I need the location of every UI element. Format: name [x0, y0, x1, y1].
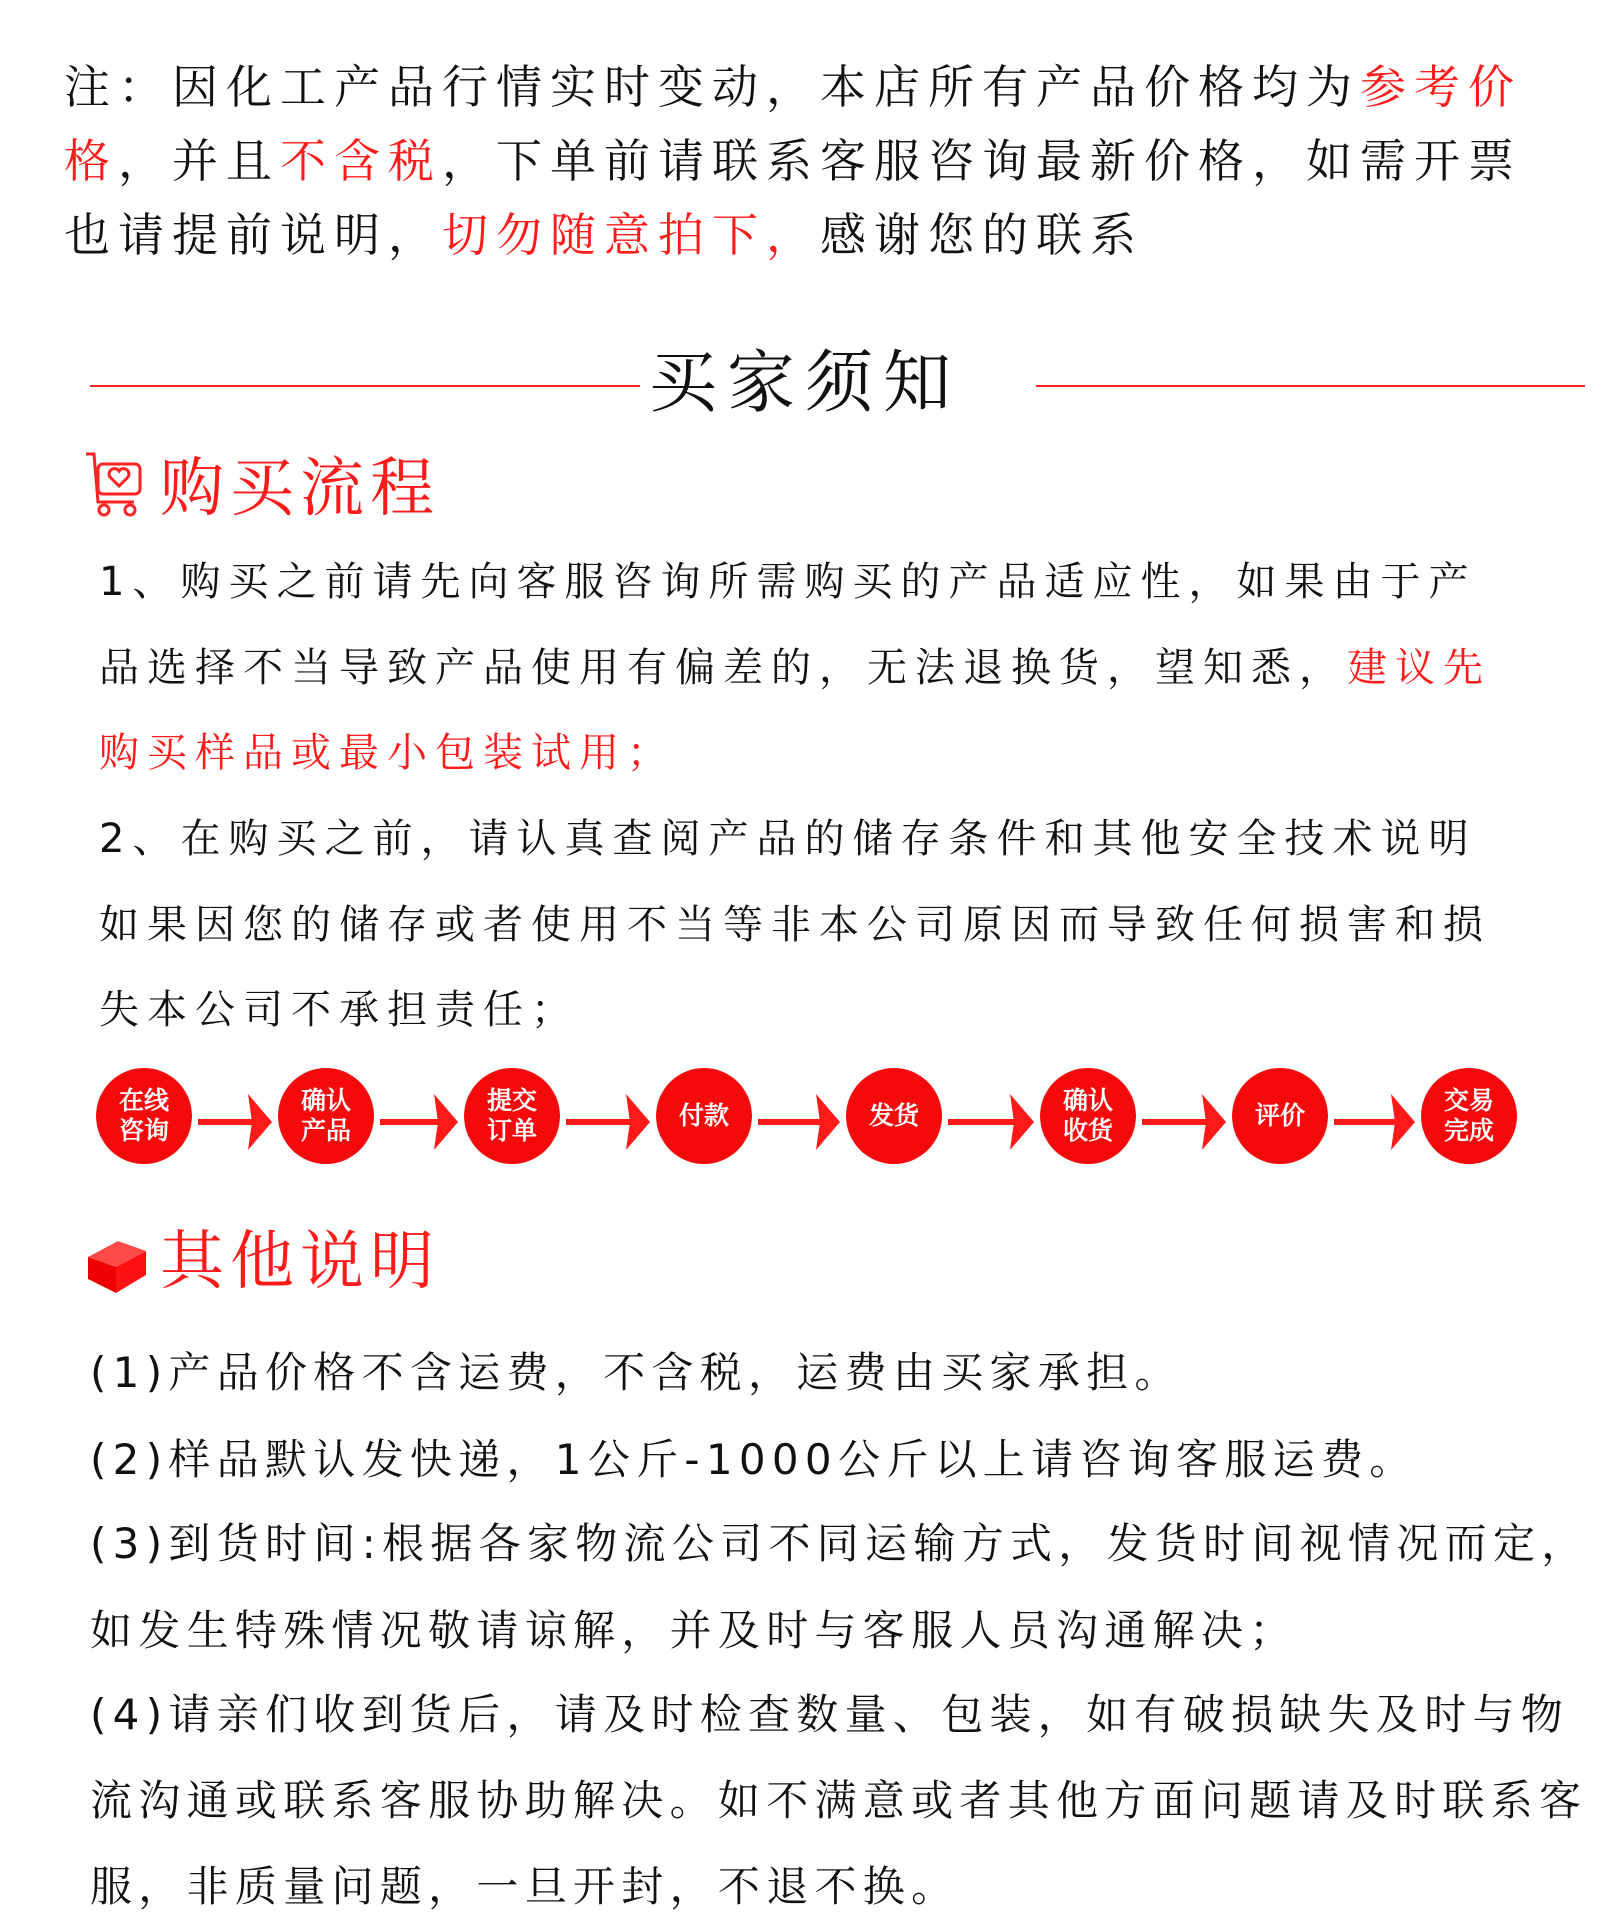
package-box-icon	[84, 1235, 150, 1295]
text-segment: 也请提前说明，	[64, 208, 442, 262]
step-label: 提交订单	[486, 1086, 537, 1145]
other-line	[90, 1519, 1590, 1568]
step-label: 确认产品	[300, 1086, 351, 1145]
notice-line	[64, 60, 1522, 114]
step-label: 交易完成	[1443, 1086, 1494, 1145]
text-segment: (4)请亲们收到货后，请及时检查数量、包装，如有破损缺失及时与物	[90, 1690, 1570, 1739]
other-line	[90, 1435, 1418, 1484]
text-segment: 如发生特殊情况敬请谅解，并及时与客服人员沟通解决；	[90, 1606, 1298, 1655]
text-segment: (3)到货时间:根据各家物流公司不同运输方式，发货时间视情况而定，	[90, 1519, 1590, 1568]
text-segment: (1)产品价格不含运费，不含税，运费由买家承担。	[90, 1348, 1183, 1397]
highlighted-text: 格	[64, 134, 118, 188]
other-heading: 其他说明	[160, 1225, 440, 1299]
highlighted-text: 参考价	[1360, 60, 1522, 114]
arrow-right-icon	[566, 1092, 650, 1152]
notice-line	[64, 134, 1522, 188]
purchase-line	[99, 987, 579, 1033]
text-segment: 如果因您的储存或者使用不当等非本公司原因而导致任何损害和损	[99, 902, 1491, 948]
step-circle	[1040, 1068, 1136, 1164]
arrow-right-icon	[1142, 1092, 1226, 1152]
text-segment: 失本公司不承担责任；	[99, 987, 579, 1033]
step-circle	[846, 1068, 942, 1164]
text-segment: 品选择不当导致产品使用有偏差的，无法退换货，望知悉，	[99, 645, 1347, 691]
purchase-line	[99, 816, 1477, 862]
page-title: 买家须知	[648, 344, 961, 423]
step-circle	[1232, 1068, 1328, 1164]
step-label: 在线咨询	[118, 1086, 169, 1145]
text-segment: 流沟通或联系客服协助解决。如不满意或者其他方面问题请及时联系客	[90, 1776, 1588, 1825]
text-segment: 2、在购买之前，请认真查阅产品的储存条件和其他安全技术说明	[99, 816, 1477, 862]
step-label: 发货	[868, 1101, 919, 1130]
purchase-line	[99, 559, 1477, 605]
text-segment: ，并且	[118, 134, 280, 188]
highlighted-text: 购买样品或最小包装试用；	[99, 730, 675, 776]
purchase-line	[99, 730, 675, 776]
text-segment: 注：因化工产品行情实时变动，本店所有产品价格均为	[64, 60, 1360, 114]
notice-line	[64, 208, 1144, 262]
step-circle	[1421, 1068, 1517, 1164]
text-segment: (2)样品默认发快递，1公斤-1000公斤以上请咨询客服运费。	[90, 1435, 1418, 1484]
step-label: 确认收货	[1062, 1086, 1113, 1145]
purchase-line	[99, 645, 1491, 691]
highlighted-text: 不含税	[280, 134, 442, 188]
step-circle	[656, 1068, 752, 1164]
step-circle	[96, 1068, 192, 1164]
arrow-right-icon	[948, 1092, 1034, 1152]
highlighted-text: 建议先	[1347, 645, 1491, 691]
highlighted-text: 切勿随意拍下，	[442, 208, 820, 262]
purchase-line	[99, 902, 1491, 948]
step-circle	[278, 1068, 374, 1164]
purchase-heading: 购买流程	[160, 452, 440, 526]
text-segment: 服，非质量问题，一旦开封，不退不换。	[90, 1862, 960, 1911]
shopping-cart-heart-icon	[84, 450, 146, 520]
arrow-right-icon	[198, 1092, 272, 1152]
text-segment: 感谢您的联系	[820, 208, 1144, 262]
arrow-right-icon	[758, 1092, 840, 1152]
title-rule-right	[1036, 385, 1585, 387]
other-line	[90, 1606, 1298, 1655]
arrow-right-icon	[380, 1092, 458, 1152]
step-label: 付款	[678, 1101, 729, 1130]
other-line	[90, 1776, 1588, 1825]
other-line	[90, 1862, 960, 1911]
step-label: 评价	[1254, 1101, 1305, 1130]
text-segment: 1、购买之前请先向客服咨询所需购买的产品适应性，如果由于产	[99, 559, 1477, 605]
other-line	[90, 1690, 1570, 1739]
other-line	[90, 1348, 1183, 1397]
text-segment: ，下单前请联系客服咨询最新价格，如需开票	[442, 134, 1522, 188]
step-circle	[464, 1068, 560, 1164]
arrow-right-icon	[1334, 1092, 1415, 1152]
